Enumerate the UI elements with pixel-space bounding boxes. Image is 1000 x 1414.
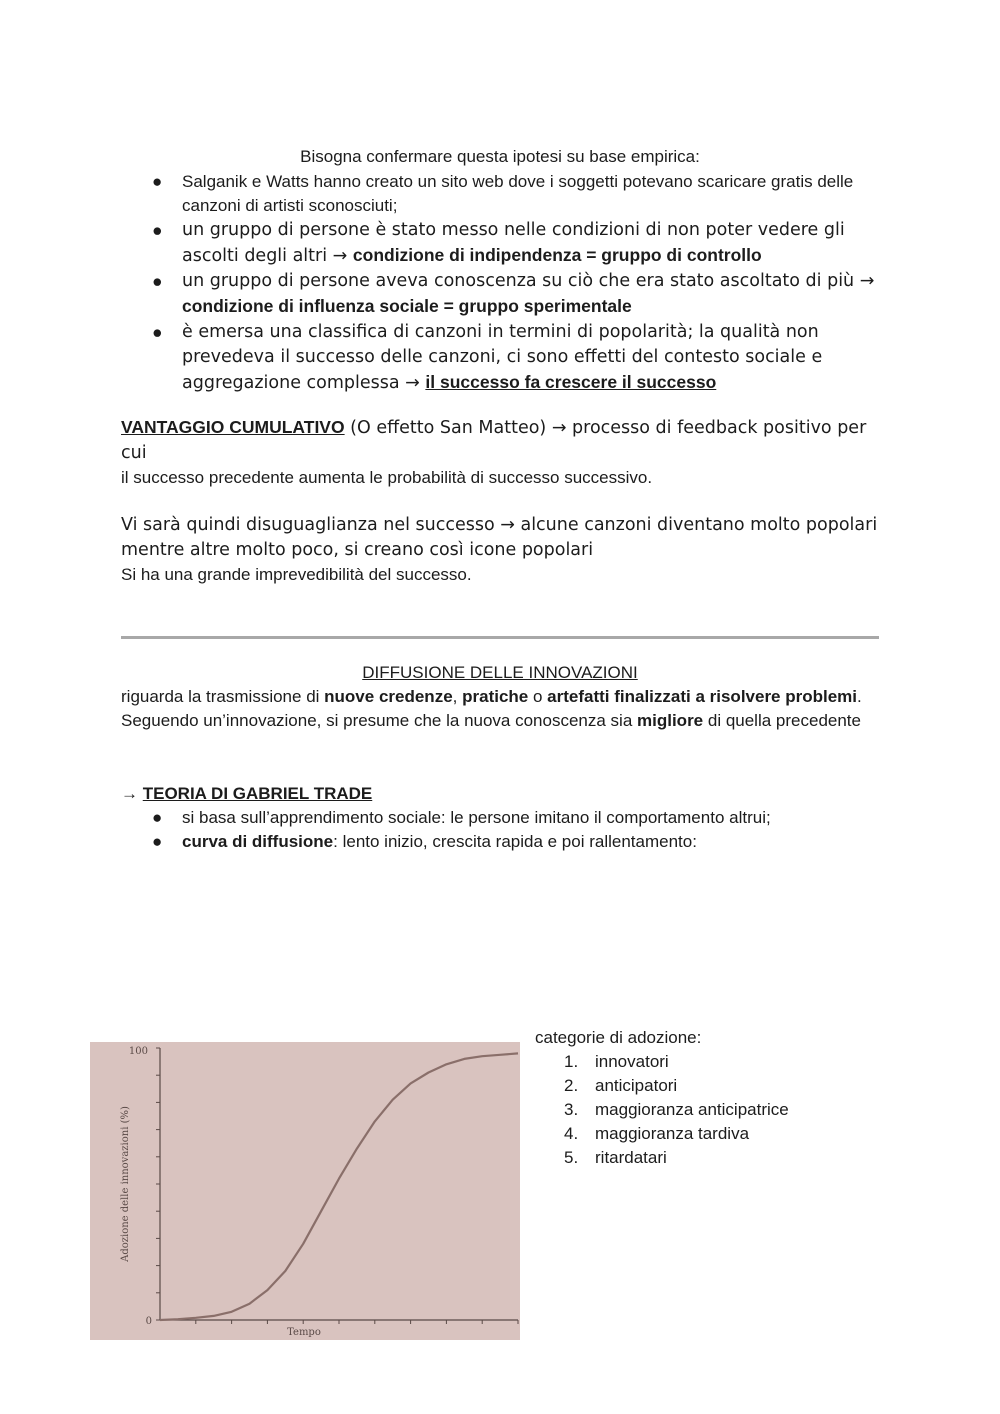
- list-item: [121, 830, 891, 854]
- bold-span: artefatti finalizzati a risolvere problemi: [547, 687, 858, 706]
- categorie-title: categorie di adozione:: [535, 1028, 702, 1047]
- bullet-text: è emersa una classifica di canzoni in termini di popolarità; la qualità non prevedeva il successo delle canzoni, ci sono effetti del contesto sociale e aggregazione complessa →: [182, 322, 823, 393]
- categorie-block: [535, 1026, 975, 1170]
- bullet-bold-text: curva di diffusione: [182, 832, 334, 851]
- diffusione-paragraph: [121, 685, 881, 733]
- y-tick-label: 100: [128, 1046, 148, 1057]
- bold-span: pratiche: [462, 687, 529, 706]
- bullet-bold-text: condizione di indipendenza = gruppo di controllo: [352, 245, 762, 265]
- text-span: . Seguendo un’innovazione, si presume che la nuova conoscenza sia: [121, 687, 862, 730]
- list-number: 2.: [564, 1076, 579, 1095]
- arrow-icon: →: [121, 784, 143, 803]
- bullet-text: un gruppo di persone è stato messo nelle condizioni di non poter vedere gli ascolti degli altri →: [182, 220, 845, 266]
- text-span: riguarda la trasmissione di: [121, 687, 325, 706]
- list-item: [535, 1098, 975, 1122]
- list-item-text: maggioranza anticipatrice: [595, 1100, 789, 1119]
- bullet-icon: ●: [152, 322, 163, 342]
- bullet-icon: ●: [152, 808, 163, 827]
- chart-svg: [90, 1042, 520, 1340]
- bullet-list-experiment: [121, 170, 891, 396]
- y-tick-label: 0: [145, 1316, 152, 1327]
- list-item: [121, 218, 891, 269]
- bullet-icon: ●: [152, 220, 163, 240]
- bullet-bold-text: condizione di influenza sociale = gruppo sperimentale: [182, 296, 632, 316]
- disuguaglianza-line: Vi sarà quindi disuguaglianza nel successo → alcune canzoni diventano molto popolari mentre altre molto poco, si creano così icone popolari: [121, 515, 878, 560]
- list-item: [535, 1050, 975, 1074]
- list-item: [121, 269, 891, 320]
- list-item: [121, 806, 891, 830]
- list-item: [121, 170, 891, 218]
- list-number: 1.: [564, 1052, 579, 1071]
- intro-line: Bisogna confermare questa ipotesi su base empirica:: [300, 147, 700, 166]
- list-item: [535, 1146, 975, 1170]
- list-item: [121, 320, 891, 396]
- bullet-text: si basa sull’apprendimento sociale: le persone imitano il comportamento altrui;: [182, 808, 771, 827]
- list-item: [535, 1122, 975, 1146]
- list-number: 3.: [564, 1100, 579, 1119]
- bold-span: nuove credenze: [324, 687, 453, 706]
- disuguaglianza-paragraph: [121, 513, 881, 587]
- teoria-heading: [121, 782, 891, 806]
- categorie-list: [535, 1050, 975, 1170]
- series-line: [160, 1053, 518, 1320]
- vantaggio-rest: (O effetto San Matteo) → processo di feedback positivo per cui: [121, 418, 867, 463]
- diffusione-title: DIFFUSIONE DELLE INNOVAZIONI: [362, 663, 638, 682]
- bullet-icon: ●: [152, 271, 163, 291]
- text-span: o: [528, 687, 548, 706]
- vantaggio-title: VANTAGGIO CUMULATIVO: [121, 417, 345, 437]
- list-item-text: maggioranza tardiva: [595, 1124, 750, 1143]
- list-item-text: ritardatari: [595, 1148, 667, 1167]
- list-number: 5.: [564, 1148, 579, 1167]
- bullet-icon: ●: [152, 172, 163, 191]
- bullet-bold-underlined-text: il successo fa crescere il successo: [425, 372, 717, 392]
- list-item-text: anticipatori: [595, 1076, 678, 1095]
- diffusion-curve-chart: [90, 1042, 520, 1340]
- bold-span: migliore: [637, 711, 704, 730]
- text-span: ,: [452, 687, 463, 706]
- divider: [121, 636, 879, 639]
- x-axis-label: Tempo: [287, 1327, 321, 1338]
- list-item-text: innovatori: [595, 1052, 669, 1071]
- vantaggio-paragraph: [121, 415, 891, 490]
- y-axis-label: Adozione delle innovazioni (%): [120, 1106, 131, 1262]
- teoria-bullets: [121, 806, 891, 854]
- imprevedibilita-line: Si ha una grande imprevedibilità del successo.: [121, 565, 472, 584]
- text-span: di quella precedente: [703, 711, 861, 730]
- bullet-text: un gruppo di persone aveva conoscenza su ciò che era stato ascoltato di più →: [182, 271, 875, 291]
- list-item: [535, 1074, 975, 1098]
- teoria-title: TEORIA DI GABRIEL TRADE: [142, 784, 373, 803]
- vantaggio-line: [121, 415, 891, 466]
- bullet-text: : lento inizio, crescita rapida e poi rallentamento:: [333, 832, 697, 851]
- bullet-text: Salganik e Watts hanno creato un sito web dove i soggetti potevano scaricare gratis delle canzoni di artisti sconosciuti;: [182, 172, 854, 215]
- bullet-icon: ●: [152, 832, 163, 851]
- list-number: 4.: [564, 1124, 579, 1143]
- vantaggio-line2: il successo precedente aumenta le probabilità di successo successivo.: [121, 468, 653, 487]
